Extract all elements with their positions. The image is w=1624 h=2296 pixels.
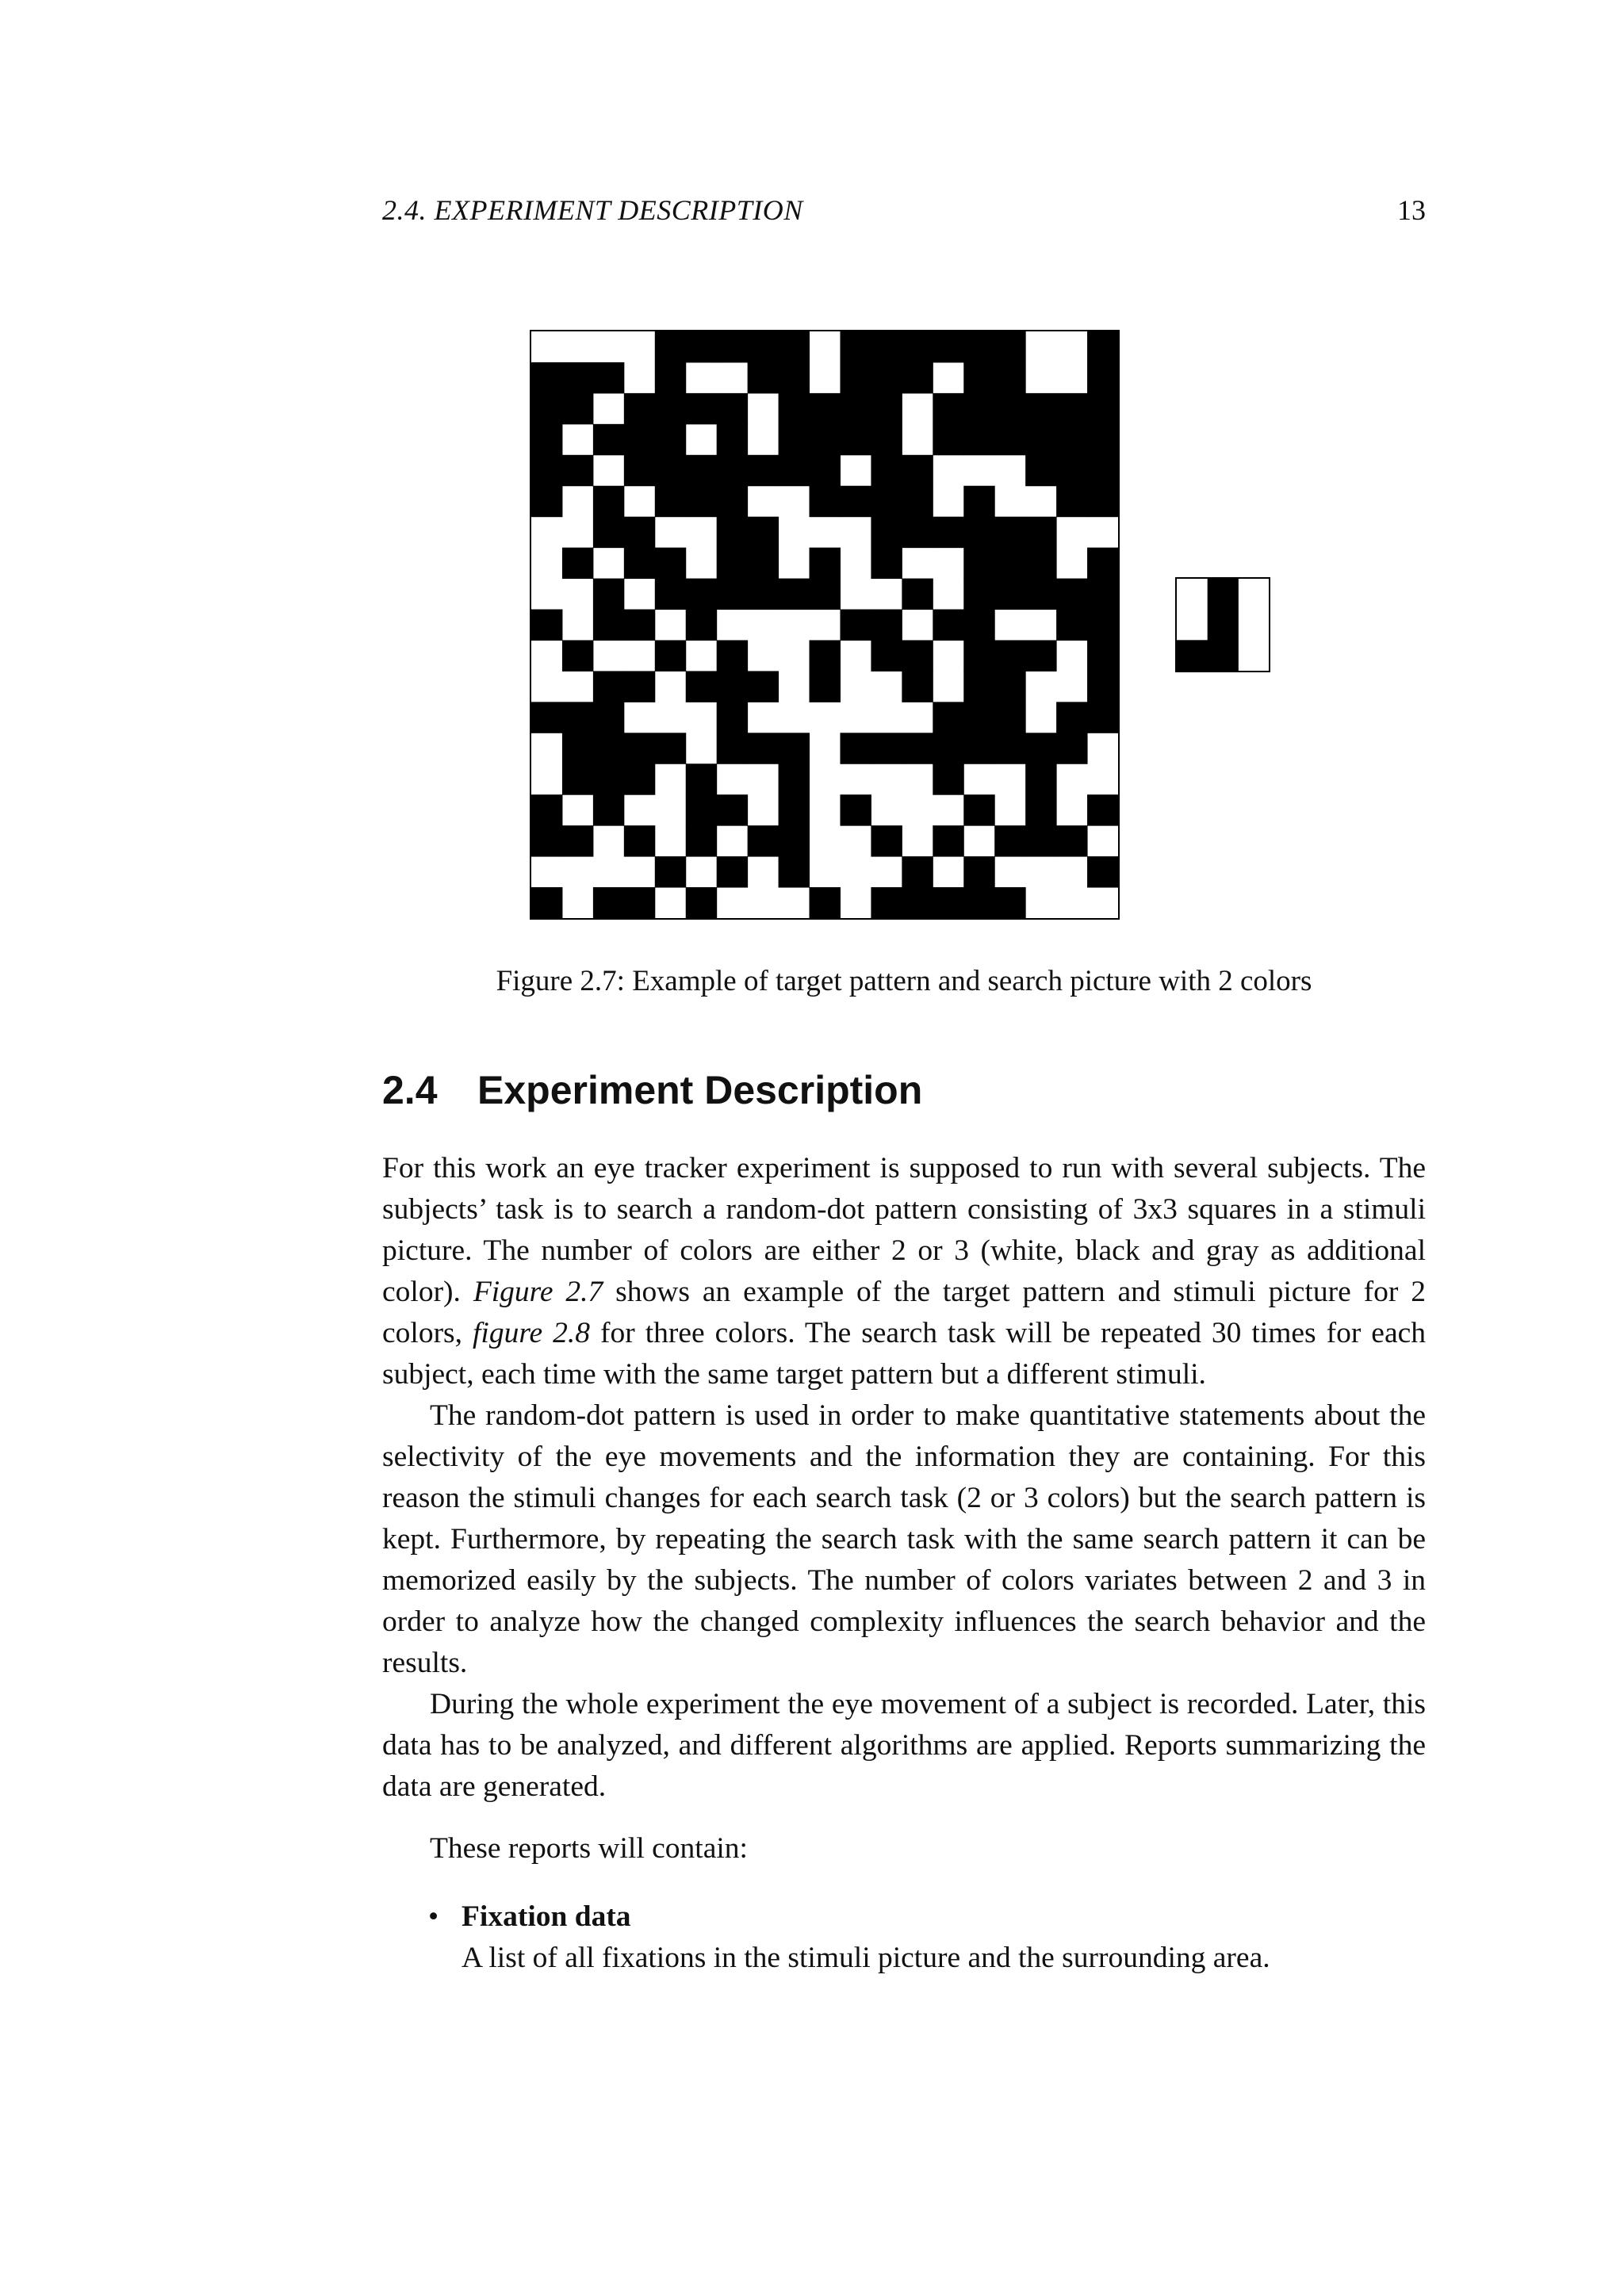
grid-cell-black [562,825,593,856]
grid-cell-black [1087,362,1118,393]
running-header [382,193,1426,232]
grid-cell-black [562,455,593,486]
grid-cell-black [1025,393,1056,424]
grid-cell-black [562,393,593,424]
grid-cell-black [963,887,994,918]
grid-cell-black [1025,424,1056,455]
grid-cell-black [994,362,1025,393]
grid-cell-black [933,610,963,641]
grid-cell-black [717,424,748,455]
grid-cell-black [655,548,686,579]
grid-cell-black [779,579,810,610]
grid-cell-black [748,362,779,393]
grid-cell-black [963,733,994,763]
grid-cell-black [963,393,994,424]
grid-cell-black [902,331,933,362]
body-text [382,1148,1426,1979]
grid-cell-black [717,733,748,763]
grid-cell-black [933,331,963,362]
grid-cell-black [686,579,717,610]
grid-cell-black [1177,640,1208,671]
grid-cell-black [871,486,902,517]
search-picture-grid [531,331,1118,918]
grid-cell-black [655,362,686,393]
grid-cell-black [871,825,902,856]
grid-cell-black [717,640,748,671]
grid-cell-black [779,362,810,393]
grid-cell-black [933,393,963,424]
grid-cell-black [748,455,779,486]
grid-cell-black [933,702,963,733]
grid-cell-black [1208,579,1239,610]
grid-cell-black [1056,610,1087,641]
grid-cell-black [1087,856,1118,887]
grid-cell-black [624,455,655,486]
grid-cell-black [562,362,593,393]
grid-cell-black [963,424,994,455]
grid-cell-black [655,856,686,887]
grid-cell-black [593,794,624,825]
grid-cell-black [994,702,1025,733]
page-number: 13 [1397,194,1426,226]
grid-cell-black [810,887,841,918]
grid-cell-black [871,887,902,918]
grid-cell-black [963,548,994,579]
grid-cell-black [593,610,624,641]
grid-cell-black [810,640,841,671]
grid-cell-black [1056,393,1087,424]
grid-cell-black [963,640,994,671]
bullet-icon: • [428,1900,439,1933]
section-title: Experiment Description [477,1068,923,1112]
grid-cell-black [1025,640,1056,671]
grid-cell-black [902,856,933,887]
grid-cell-black [902,671,933,702]
target-pattern-grid [1177,579,1269,671]
grid-cell-black [686,794,717,825]
grid-cell-black [994,640,1025,671]
grid-cell-black [963,610,994,641]
grid-cell-black [779,733,810,763]
grid-cell-black [933,517,963,548]
grid-cell-black [748,517,779,548]
grid-cell-black [1087,424,1118,455]
grid-cell-black [810,579,841,610]
grid-cell-black [655,393,686,424]
grid-cell-black [531,610,562,641]
grid-cell-black [963,331,994,362]
grid-cell-black [963,794,994,825]
grid-cell-black [655,640,686,671]
grid-cell-black [933,424,963,455]
grid-cell-black [593,517,624,548]
grid-cell-black [593,702,624,733]
grid-cell-black [717,517,748,548]
grid-cell-black [871,640,902,671]
grid-cell-black [963,702,994,733]
grid-cell-black [748,331,779,362]
grid-cell-black [562,640,593,671]
list-item [382,1896,1426,1979]
grid-cell-black [1025,455,1056,486]
grid-cell-black [933,763,963,794]
grid-cell-black [1056,486,1087,517]
grid-cell-black [593,887,624,918]
grid-cell-black [810,393,841,424]
grid-cell-black [840,393,871,424]
grid-cell-black [531,702,562,733]
grid-cell-black [1025,794,1056,825]
grid-cell-black [902,517,933,548]
section-number: 2.4 [382,1068,438,1112]
paragraph-recording: During the whole experiment the eye movement of a subject is recorded. Later, this data has to be analyzed, and different algorithms are applied. Reports summarizing the data are generated. [382,1688,1426,1803]
grid-cell-black [779,794,810,825]
grid-cell-black [871,393,902,424]
grid-cell-black [779,856,810,887]
grid-cell-black [624,733,655,763]
grid-cell-black [593,733,624,763]
grid-cell-black [624,393,655,424]
grid-cell-black [686,825,717,856]
grid-cell-black [779,393,810,424]
grid-cell-black [933,825,963,856]
grid-cell-black [624,887,655,918]
grid-cell-black [1056,733,1087,763]
grid-cell-black [531,887,562,918]
grid-cell-black [748,825,779,856]
paragraph-reports: These reports will contain: [430,1832,748,1865]
grid-cell-black [593,763,624,794]
grid-cell-black [871,424,902,455]
grid-cell-black [717,486,748,517]
grid-cell-black [686,331,717,362]
grid-cell-black [871,733,902,763]
grid-cell-black [1025,579,1056,610]
grid-cell-black [994,579,1025,610]
grid-cell-black [531,455,562,486]
grid-cell-black [994,393,1025,424]
grid-cell-black [531,486,562,517]
grid-cell-black [624,825,655,856]
paragraph-text: shows an example of the target pattern and stimuli picture for 2 colors, [382,1276,1426,1349]
grid-cell-black [871,548,902,579]
grid-cell-black [1087,331,1118,362]
grid-cell-black [593,424,624,455]
grid-cell-black [717,794,748,825]
grid-cell-black [655,733,686,763]
grid-cell-black [963,486,994,517]
grid-cell-black [531,424,562,455]
grid-cell-black [994,887,1025,918]
grid-cell-black [840,362,871,393]
grid-cell-black [963,856,994,887]
grid-cell-black [717,331,748,362]
grid-cell-black [840,331,871,362]
grid-cell-black [994,331,1025,362]
grid-cell-black [1087,702,1118,733]
figure-reference: figure 2.8 [473,1317,591,1349]
grid-cell-black [624,424,655,455]
grid-cell-black [871,362,902,393]
grid-cell-black [593,579,624,610]
list-item-term: Fixation data [462,1900,631,1933]
grid-cell-black [994,671,1025,702]
grid-cell-black [686,887,717,918]
grid-cell-black [902,486,933,517]
grid-cell-black [686,486,717,517]
grid-cell-black [717,856,748,887]
grid-cell-black [902,640,933,671]
grid-cell-black [810,455,841,486]
grid-cell-black [1208,640,1239,671]
grid-cell-black [994,517,1025,548]
grid-cell-black [810,548,841,579]
section-heading [382,1067,922,1113]
target-pattern-figure [1175,577,1270,672]
grid-cell-black [562,548,593,579]
figure-reference: Figure 2.7 [473,1276,603,1308]
grid-cell-black [1025,548,1056,579]
grid-cell-black [1087,548,1118,579]
grid-cell-black [1056,455,1087,486]
grid-cell-black [562,702,593,733]
grid-cell-black [686,763,717,794]
grid-cell-black [655,486,686,517]
grid-cell-black [1087,579,1118,610]
grid-cell-black [840,794,871,825]
grid-cell-black [593,362,624,393]
grid-cell-black [902,887,933,918]
grid-cell-black [1087,486,1118,517]
grid-cell-black [1087,671,1118,702]
grid-cell-black [871,610,902,641]
grid-cell-black [902,579,933,610]
grid-cell-black [933,733,963,763]
grid-cell-black [963,579,994,610]
grid-cell-black [994,733,1025,763]
grid-cell-black [810,486,841,517]
grid-cell-black [1087,393,1118,424]
running-section-title: 2.4. EXPERIMENT DESCRIPTION [382,194,803,226]
grid-cell-black [1025,733,1056,763]
grid-cell-black [562,733,593,763]
grid-cell-black [686,671,717,702]
grid-cell-black [902,455,933,486]
grid-cell-black [963,671,994,702]
grid-cell-black [717,455,748,486]
grid-cell-black [871,455,902,486]
grid-cell-black [1025,517,1056,548]
paragraph-text: For this work an eye tracker experiment is supposed to run with several subjects. The subjects’ task is to search a random-dot pattern consisting of 3x3 squares in a stimuli picture. The number of colors are either 2 or 3 (white, black and gray as additional color). [382,1152,1426,1308]
grid-cell-black [1087,610,1118,641]
grid-cell-black [624,548,655,579]
grid-cell-black [1087,640,1118,671]
grid-cell-black [840,610,871,641]
grid-cell-black [902,362,933,393]
grid-cell-black [779,455,810,486]
grid-cell-black [1056,702,1087,733]
grid-cell-black [779,424,810,455]
grid-cell-black [779,331,810,362]
grid-cell-black [1025,763,1056,794]
grid-cell-black [748,548,779,579]
grid-cell-black [717,393,748,424]
grid-cell-black [1087,455,1118,486]
list-item-description: A list of all fixations in the stimuli picture and the surrounding area. [462,1942,1270,1974]
paragraph-intro [382,1148,1426,1395]
grid-cell-black [531,825,562,856]
report-contents-list [382,1896,1426,1979]
grid-cell-black [593,671,624,702]
grid-cell-black [840,424,871,455]
grid-cell-black [686,610,717,641]
grid-cell-black [994,548,1025,579]
grid-cell-black [1056,424,1087,455]
grid-cell-black [994,424,1025,455]
grid-cell-black [562,763,593,794]
grid-cell-black [717,671,748,702]
grid-cell-black [810,671,841,702]
grid-cell-black [655,424,686,455]
grid-cell-black [963,517,994,548]
grid-cell-black [963,362,994,393]
grid-cell-black [779,763,810,794]
grid-cell-black [779,825,810,856]
grid-cell-black [748,671,779,702]
paragraph-random-dot: The random-dot pattern is used in order to make quantitative statements about the selectivity of the eye movements and the information they are containing. For this reason the stimuli changes for each search task (2 or 3 colors) but the search pattern is kept. Furthermore, by repeating the search task with the same search pattern it can be memorized easily by the subjects. The number of colors variates between 2 and 3 in order to analyze how the changed complexity influences the search behavior and the results. [382,1399,1426,1679]
grid-cell-black [902,733,933,763]
grid-cell-black [655,331,686,362]
grid-cell-black [1208,610,1239,641]
grid-cell-black [717,579,748,610]
grid-cell-black [840,733,871,763]
grid-cell-black [933,887,963,918]
search-picture-figure [530,330,1120,920]
grid-cell-black [871,517,902,548]
figure-caption: Figure 2.7: Example of target pattern and search picture with 2 colors [496,965,1312,997]
grid-cell-black [531,362,562,393]
grid-cell-black [840,486,871,517]
grid-cell-black [624,671,655,702]
grid-cell-black [624,517,655,548]
grid-cell-black [994,825,1025,856]
grid-cell-black [593,486,624,517]
grid-cell-black [871,331,902,362]
grid-cell-black [717,702,748,733]
grid-cell-black [655,455,686,486]
grid-cell-black [1025,825,1056,856]
grid-cell-black [686,393,717,424]
grid-cell-black [624,610,655,641]
grid-cell-black [717,548,748,579]
grid-cell-black [748,579,779,610]
grid-cell-black [624,763,655,794]
paragraph-text: for three colors. The search task will be repeated 30 times for each subject, each time with the same target pattern but a different stimuli. [382,1317,1426,1391]
grid-cell-black [531,393,562,424]
grid-cell-black [1056,579,1087,610]
grid-cell-black [810,424,841,455]
grid-cell-black [1056,825,1087,856]
grid-cell-black [655,579,686,610]
grid-cell-black [686,455,717,486]
grid-cell-black [748,733,779,763]
grid-cell-black [1087,794,1118,825]
grid-cell-black [531,794,562,825]
